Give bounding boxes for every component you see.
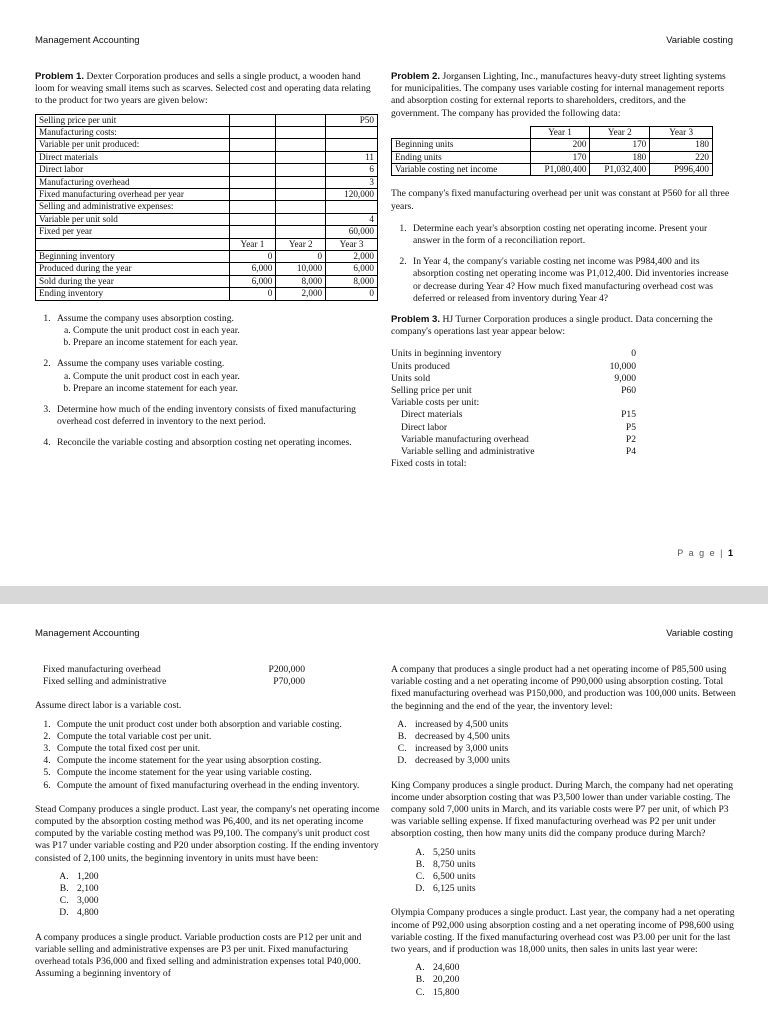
answer-option: D. 4,800	[71, 907, 380, 919]
answer-option: A. 1,200	[71, 871, 380, 883]
table-cell: 220	[650, 151, 713, 163]
table-row	[392, 126, 713, 138]
column-header: Year 3	[326, 238, 378, 250]
row-value: 9,000	[614, 372, 636, 384]
row-value: 120,000	[326, 189, 378, 201]
list-item: 5. Compute the income statement for the year using variable costing.	[53, 767, 380, 779]
row-label: Fixed manufacturing overhead	[43, 664, 161, 675]
list-item: 2. Compute the total variable cost per unit.	[53, 731, 380, 743]
data-row	[391, 422, 636, 434]
list-item: 2. Assume the company uses variable costing. a. Compute the unit product cost in each year. b. Prepare an income statement for each year.	[53, 358, 380, 395]
row-label: Variable manufacturing overhead	[401, 433, 529, 445]
table-row	[36, 176, 378, 188]
stead-question: Stead Company produces a single product. Last year, the company's net operating income computed by the absorption costing method was P6,400, and its net operating income computed by the variable costing method was P9,100. The company's unit product cost was P17 under variable costing and P20 under absorption costing. If the ending inventory consisted of 2,100 units, the beginning inventory in units must have been:	[35, 803, 380, 864]
problem-1-intro: Problem 1. Dexter Corporation produces and sells a single product, a wooden hand loom for weaving small items such as scarves. Selected cost and operating data relating to the product for two years are given below:	[35, 71, 371, 107]
row-label: Sold during the year	[36, 275, 230, 287]
list-item: 3. Compute the total fixed cost per unit.	[53, 743, 380, 755]
problem-2-questions	[391, 223, 736, 305]
row-label: Selling and administrative expenses:	[36, 201, 230, 213]
row-value	[326, 127, 378, 139]
row-label: Variable costing net income	[392, 164, 531, 176]
cost-question: A company produces a single product. Variable production costs are P12 per unit and variable selling and administrative expenses are P3 per unit. Fixed manufacturing overhead totals P36,000 and fixed selling and administration expenses total P40,000. Assuming a beginning inventory of	[35, 931, 362, 980]
row-value: P70,000	[273, 676, 305, 688]
table-row	[392, 151, 713, 163]
column-header: Year 1	[530, 126, 590, 138]
data-row	[391, 446, 636, 458]
problem-2-data-table	[391, 126, 713, 177]
row-value	[326, 139, 378, 151]
answer-option: C. increased by 3,000 units	[409, 743, 739, 755]
table-cell: 6,000	[326, 263, 378, 275]
row-label: Units produced	[391, 360, 450, 372]
table-cell: 0	[229, 251, 276, 263]
data-row	[391, 434, 636, 446]
row-label: Units sold	[391, 372, 431, 384]
table-row	[36, 288, 378, 300]
row-value: 3	[326, 176, 378, 188]
stead-options	[35, 871, 380, 920]
row-label: Ending inventory	[36, 288, 230, 300]
table-cell: P1,032,400	[590, 164, 650, 176]
king-options	[391, 847, 739, 896]
table-cell: P996,400	[650, 164, 713, 176]
table-row	[36, 226, 378, 238]
list-item: a. Compute the unit product cost in each year.	[73, 371, 380, 383]
row-label: Direct materials	[401, 409, 463, 421]
page-2-left-column	[35, 664, 380, 986]
table-row	[36, 151, 378, 163]
list-item: 1. Determine each year's absorption costing net operating income. Present your answer in the form of a reconciliation report.	[409, 223, 736, 247]
answer-option: A. increased by 4,500 units	[409, 719, 739, 731]
table-cell: 180	[650, 139, 713, 151]
answer-option: A. 5,250 units	[427, 847, 739, 859]
column-header: Year 3	[650, 126, 713, 138]
problem-3-intro: Problem 3. HJ Turner Corporation produces a single product. Data concerning the company's operations last year appear below:	[391, 314, 713, 338]
row-label: Direct labor	[401, 421, 448, 433]
problem-1-data-table	[35, 114, 378, 301]
column-header: Year 1	[229, 238, 276, 250]
list-item: b. Prepare an income statement for each year.	[73, 337, 380, 349]
table-cell: 8,000	[326, 275, 378, 287]
table-cell: 200	[530, 139, 590, 151]
row-label: Fixed selling and administrative	[43, 676, 167, 688]
olympia-question: Olympia Company produces a single product. Last year, the company had a net operating income of P92,000 using absorption costing and a net operating income of P98,600 using variable costing. If the fixed manufacturing overhead cost was P3.00 per unit for the last two years, and if production was 18,000 units, then sales in units last year were:	[391, 907, 735, 956]
answer-option: A. 24,600	[427, 962, 739, 974]
header-title: Management Accounting	[35, 35, 140, 46]
data-row	[391, 397, 636, 409]
data-row	[391, 348, 636, 360]
header-topic: Variable costing	[666, 628, 733, 639]
table-cell: P1,080,400	[530, 164, 590, 176]
answer-option: C. 6,500 units	[427, 871, 739, 883]
row-value: 4	[326, 213, 378, 225]
row-label: Beginning units	[392, 139, 531, 151]
row-label: Ending units	[392, 151, 531, 163]
header-topic: Variable costing	[666, 35, 733, 46]
answer-option: B. 2,100	[71, 883, 380, 895]
answer-option: B. 8,750 units	[427, 859, 739, 871]
row-value: 60,000	[326, 226, 378, 238]
list-item: 6. Compute the amount of fixed manufacturing overhead in the ending inventory.	[53, 780, 380, 792]
problem-1-questions	[35, 313, 380, 450]
table-cell: 2,000	[326, 251, 378, 263]
answer-option: C. 3,000	[71, 895, 380, 907]
answer-option: D. decreased by 3,000 units	[409, 755, 739, 767]
table-cell: 180	[590, 151, 650, 163]
row-value: P2	[625, 433, 636, 445]
row-value: P60	[621, 385, 636, 397]
table-cell: 2,000	[276, 288, 326, 300]
row-label: Fixed per year	[36, 226, 230, 238]
page-2-right-column	[391, 664, 739, 1005]
problem-1	[35, 71, 380, 459]
row-label: Direct materials	[36, 151, 230, 163]
column-header: Year 2	[590, 126, 650, 138]
table-row	[36, 189, 378, 201]
table-cell: 6,000	[229, 263, 276, 275]
table-row	[36, 139, 378, 151]
table-row	[36, 201, 378, 213]
data-row	[35, 676, 305, 688]
table-row	[36, 213, 378, 225]
table-cell: 8,000	[276, 275, 326, 287]
fixed-costs-label: Fixed costs in total:	[391, 458, 467, 470]
table-cell: 6,000	[229, 275, 276, 287]
row-label: Selling price per unit	[36, 114, 230, 126]
data-row	[391, 373, 636, 385]
row-label: Direct labor	[36, 164, 230, 176]
data-row	[391, 385, 636, 397]
document-page-2	[0, 604, 768, 1024]
row-value: P50	[326, 114, 378, 126]
olympia-options	[391, 962, 739, 999]
row-label: Produced during the year	[36, 263, 230, 275]
row-value: 10,000	[609, 360, 636, 372]
list-item: b. Prepare an income statement for each year.	[73, 383, 380, 395]
problem-2-note: The company's fixed manufacturing overhead per unit was constant at P560 for all three years.	[391, 188, 730, 212]
table-row	[36, 164, 378, 176]
king-question: King Company produces a single product. During March, the company had net operating income under absorption costing that was P3,500 lower than under variable costing. The company sold 7,000 units in March, and its variable costs were P7 per unit, of which P3 was variable selling expense. If fixed manufacturing overhead was P2 per unit under absorption costing, then how many units did the company produce during March?	[391, 779, 734, 840]
row-value: P5	[625, 421, 636, 433]
table-cell: 170	[590, 139, 650, 151]
row-label: Manufacturing overhead	[36, 176, 230, 188]
inventory-question: A company that produces a single product had a net operating income of P85,500 using variable costing and a net operating income of P90,000 using absorption costing. Total fixed manufacturing overhead was P150,000, and production was 100,000 units. Between the beginning and the end of the year, the inventory level:	[391, 664, 736, 712]
problem-3-data	[391, 348, 736, 470]
list-item: a. Compute the unit product cost in each year.	[73, 325, 380, 337]
data-row	[391, 361, 636, 373]
header-title: Management Accounting	[35, 628, 140, 639]
row-value: 0	[631, 348, 636, 360]
row-label: Variable per unit sold	[36, 213, 230, 225]
table-cell: 0	[276, 251, 326, 263]
list-item: 1. Assume the company uses absorption costing. a. Compute the unit product cost in each year. b. Prepare an income statement for each year.	[53, 313, 380, 350]
problem-2-intro: Problem 2. Jorgansen Lighting, Inc., manufactures heavy-duty street lighting systems for municipalities. The company uses variable costing for internal management reports and absorption costing for external reports to shareholders, creditors, and the government. The company has provided the following data:	[391, 71, 726, 119]
table-row	[392, 139, 713, 151]
row-label: Manufacturing costs:	[36, 127, 230, 139]
assumption-text: Assume direct labor is a variable cost.	[35, 700, 182, 712]
row-label: Variable per unit produced:	[36, 139, 230, 151]
inventory-options	[391, 719, 739, 768]
table-cell: 170	[530, 151, 590, 163]
row-label: Variable selling and administrative	[401, 446, 535, 458]
problem-1-heading: Problem 1.	[35, 71, 85, 82]
row-label: Beginning inventory	[36, 251, 230, 263]
answer-option: B. decreased by 4,500 units	[409, 731, 739, 743]
list-item: 1. Compute the unit product cost under both absorption and variable costing.	[53, 719, 380, 731]
task-list	[35, 719, 380, 792]
data-row	[35, 664, 305, 676]
row-value	[326, 201, 378, 213]
row-value: 11	[326, 151, 378, 163]
table-row	[36, 251, 378, 263]
row-label: Units in beginning inventory	[391, 348, 502, 360]
row-value: P15	[621, 409, 636, 421]
table-cell: 0	[326, 288, 378, 300]
table-cell: 10,000	[276, 263, 326, 275]
problem-3-heading: Problem 3.	[391, 314, 441, 326]
data-row	[391, 409, 636, 421]
column-header: Year 2	[276, 238, 326, 250]
row-value: P200,000	[268, 664, 305, 675]
table-row	[36, 127, 378, 139]
answer-option: D. 6,125 units	[427, 883, 739, 895]
list-item: 4. Compute the income statement for the year using absorption costing.	[53, 755, 380, 767]
row-label: Variable costs per unit:	[391, 397, 480, 409]
answer-option: B. 20,200	[427, 974, 739, 986]
problem-2-heading: Problem 2.	[391, 71, 441, 82]
table-row	[392, 164, 713, 176]
table-row	[36, 263, 378, 275]
list-item: 2. In Year 4, the company's variable costing net income was P984,400 and its absorption costing net operating income was P1,012,400. Did inventories increase or decrease during Year 4? How much fixed manufacturing overhead cost was deferred or released from inventory during Year 4?	[409, 256, 736, 305]
table-row	[36, 275, 378, 287]
table-cell: 0	[229, 288, 276, 300]
answer-option: C. 15,800	[427, 987, 739, 999]
row-label: Selling price per unit	[391, 385, 472, 397]
table-row	[36, 238, 378, 250]
list-item: 4. Reconcile the variable costing and absorption costing net operating incomes.	[53, 437, 380, 449]
row-value: 6	[326, 164, 378, 176]
row-label: Fixed manufacturing overhead per year	[36, 189, 230, 201]
problem-2	[391, 71, 736, 471]
list-item: 3. Determine how much of the ending inventory consists of fixed manufacturing overhead cost deferred in inventory to the next period.	[53, 404, 380, 428]
table-row	[36, 114, 378, 126]
row-value: P4	[625, 446, 636, 458]
page-number: P a g e | 1	[677, 548, 733, 558]
